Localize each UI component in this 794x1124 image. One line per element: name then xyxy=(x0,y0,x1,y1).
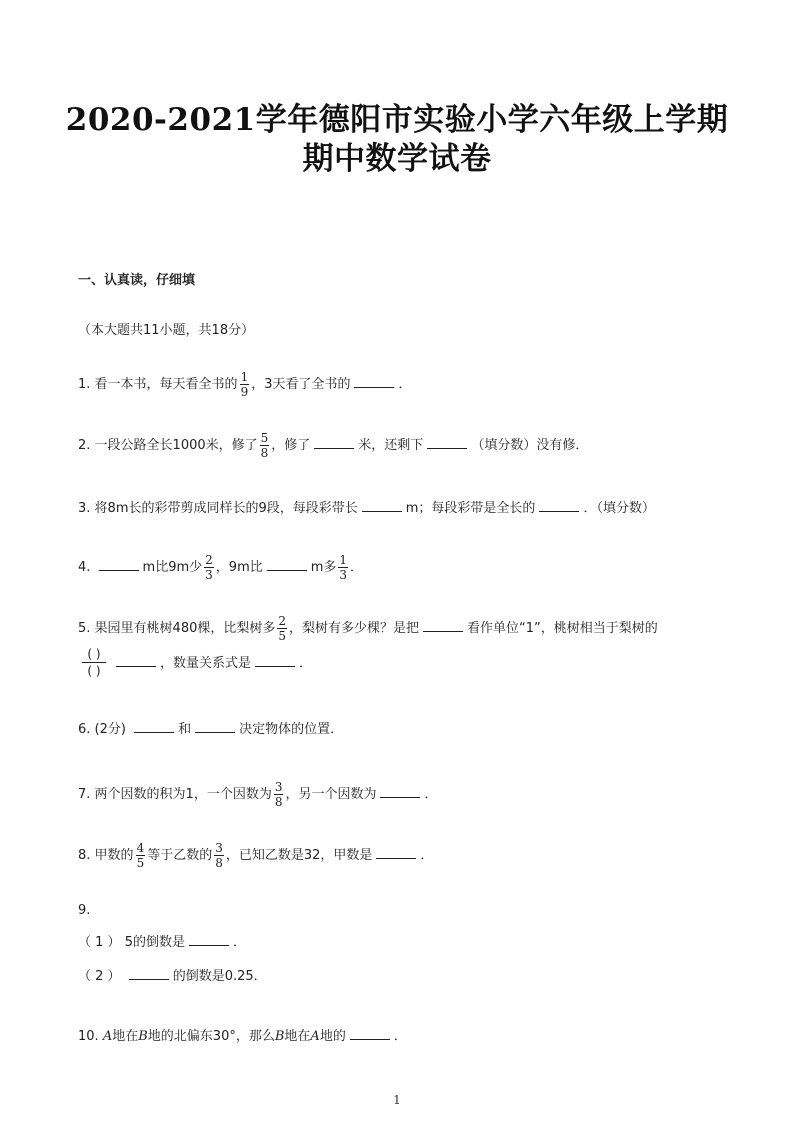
fraction: $\frac{5}{8}$ xyxy=(260,431,269,460)
question-number: 1. xyxy=(78,377,91,392)
question-number: 2. xyxy=(78,438,91,453)
question-10: 10. A地在B地的北偏东30°，那么B地在A地的 ． xyxy=(78,1029,407,1044)
question-number: 5. xyxy=(78,621,91,636)
question-9-part-2: （ 2 ） 的倒数是0.25． xyxy=(78,969,267,984)
fraction: $\frac{3}{8}$ xyxy=(215,841,223,870)
question-text: 看一本书，每天看全书的 xyxy=(94,377,238,392)
fraction: $\frac{4}{5}$ xyxy=(136,841,145,870)
answer-blank[interactable] xyxy=(267,558,307,571)
placeholder-fraction[interactable]: ( ) ( ) xyxy=(82,646,106,679)
answer-blank[interactable] xyxy=(376,846,416,859)
question-1: 1. 看一本书，每天看全书的 $\frac{1}{9}$ ，3天看了全书的 ． xyxy=(78,370,412,399)
fraction: $\frac{1}{3}$ xyxy=(339,553,348,582)
question-text: 两个因数的积为1，一个因数为 xyxy=(94,787,272,802)
question-text: ，3天看了全书的 xyxy=(251,377,351,392)
answer-blank[interactable] xyxy=(427,436,467,449)
answer-blank[interactable] xyxy=(380,785,420,798)
question-5: 5. 果园里有桃树480棵，比梨树多 $\frac{2}{5}$ ，梨树有多少棵？是把 看作单位“1”，桃树相当于梨树的 xyxy=(78,614,658,643)
answer-blank[interactable] xyxy=(129,967,169,980)
answer-blank[interactable] xyxy=(314,436,354,449)
question-number: 3. xyxy=(78,501,91,516)
answer-blank[interactable] xyxy=(116,654,156,667)
question-text: 果园里有桃树480棵，比梨树多 xyxy=(94,621,276,636)
question-text: 将8m长的彩带剪成同样长的9段，每段彩带长 xyxy=(94,501,358,516)
answer-blank[interactable] xyxy=(99,558,139,571)
question-9-part-1: （ 1 ） 5的倒数是 ． xyxy=(78,935,246,950)
answer-blank[interactable] xyxy=(189,933,229,946)
question-text: 一段公路全长1000米，修了 xyxy=(94,438,258,453)
question-2: 2. 一段公路全长1000米，修了 $\frac{5}{8}$ ，修了 米，还剩下 （填分数）没有修． xyxy=(78,431,589,460)
question-text: 甲数的 xyxy=(94,848,134,863)
answer-blank[interactable] xyxy=(255,654,295,667)
question-number: 4. xyxy=(78,560,91,575)
question-3: 3. 将8m长的彩带剪成同样长的9段，每段彩带长 m；每段彩带是全长的 ．（填分数） xyxy=(78,501,655,516)
question-5-continued: ，数量关系式是 ． xyxy=(112,654,312,673)
answer-blank[interactable] xyxy=(362,499,402,512)
question-6: 6. (2分) 和 决定物体的位置． xyxy=(78,722,344,737)
answer-blank[interactable] xyxy=(539,499,579,512)
question-number: 8. xyxy=(78,848,91,863)
answer-blank[interactable] xyxy=(134,720,174,733)
answer-blank[interactable] xyxy=(350,1027,390,1040)
question-number: 6. xyxy=(78,722,91,737)
question-number: 9. xyxy=(78,903,91,918)
answer-blank[interactable] xyxy=(423,619,463,632)
page-title: 2020-2021学年德阳市实验小学六年级上学期 xyxy=(65,102,729,138)
fraction: $\frac{1}{9}$ xyxy=(240,370,249,399)
question-4: 4. m比9m少 $\frac{2}{3}$ ，9m比 m多 $\frac{1}{3}$ ． xyxy=(78,553,364,582)
question-score: (2分) xyxy=(94,722,126,737)
page-subtitle: 期中数学试卷 xyxy=(302,141,492,177)
section-note: （本大题共11小题，共18分） xyxy=(78,323,255,338)
fraction: $\frac{2}{3}$ xyxy=(205,553,213,582)
question-number: 7. xyxy=(78,787,91,802)
fraction: $\frac{3}{8}$ xyxy=(274,780,283,809)
question-number: 10. xyxy=(78,1029,99,1044)
section-heading: 一、认真读，仔细填 xyxy=(78,273,196,288)
question-9 xyxy=(78,902,90,920)
sub-label: （ 1 ） xyxy=(78,935,121,950)
question-7: 7. 两个因数的积为1，一个因数为 $\frac{3}{8}$ ，另一个因数为 ． xyxy=(78,780,438,809)
fraction: $\frac{2}{5}$ xyxy=(278,614,287,643)
answer-blank[interactable] xyxy=(195,720,235,733)
question-8: 8. 甲数的 $\frac{4}{5}$ 等于乙数的 $\frac{3}{8}$ ，已知乙数是32，甲数是 ． xyxy=(78,841,434,870)
page-number: 1 xyxy=(393,1093,401,1107)
sub-label: （ 2 ） xyxy=(78,969,121,984)
answer-blank[interactable] xyxy=(354,375,394,388)
